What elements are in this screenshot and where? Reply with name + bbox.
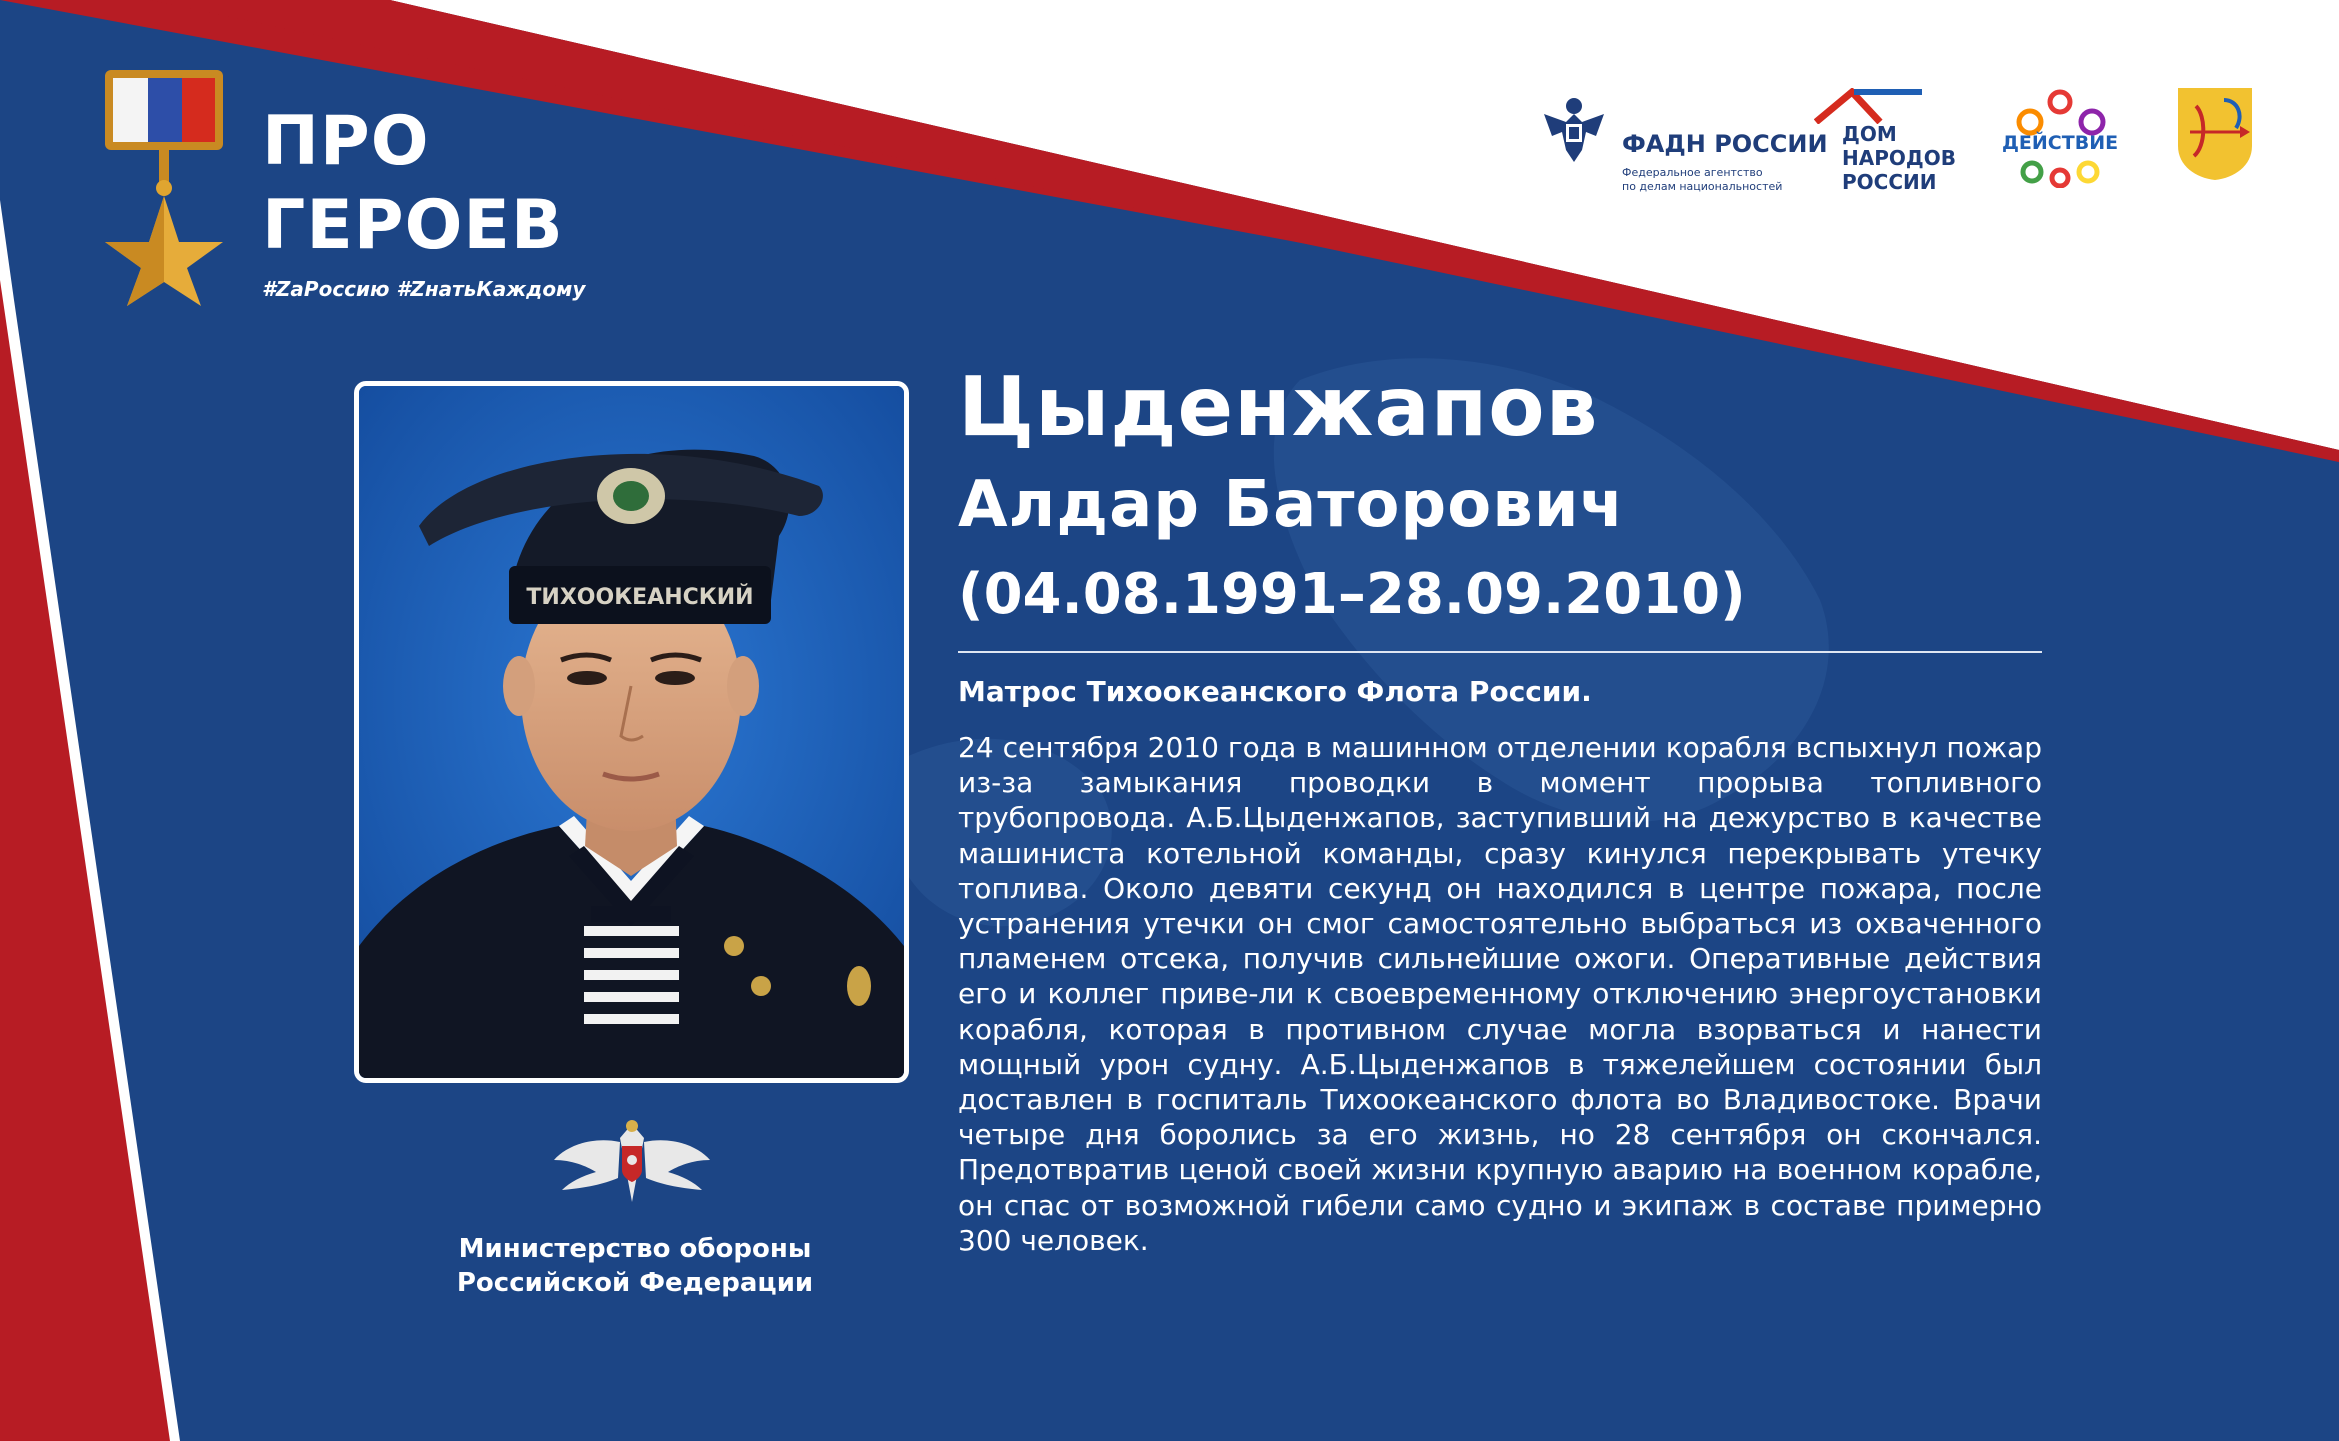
hero-name: Алдар Баторович	[958, 468, 1625, 542]
fadn-description	[1622, 166, 1792, 194]
hero-star-medal-icon	[105, 66, 223, 306]
dom-line1: ДОМ	[1842, 122, 1897, 146]
dom-line2: НАРОДОВ	[1842, 146, 1956, 170]
brand-title	[262, 100, 564, 268]
ministry-line2: Российской Федерации	[456, 1268, 814, 1298]
ministry-line1: Министерство обороны	[458, 1234, 812, 1264]
dom-narodov-roof-icon	[1814, 88, 1924, 124]
fadn-desc-line2: по делам национальностей	[1622, 180, 1783, 193]
dom-narodov-logo	[1814, 88, 1964, 194]
fadn-name: ФАДН РОССИИ	[1622, 130, 1828, 158]
ministry-label	[420, 1232, 850, 1300]
deistvie-word: ДЕЙСТВИЕ	[2002, 132, 2119, 154]
hero-dates: (04.08.1991–28.09.2010)	[958, 562, 1746, 627]
fadn-desc-line1: Федеральное агентство	[1622, 166, 1763, 179]
hero-rank: Матрос Тихоокеанского Флота России.	[958, 675, 1592, 708]
partner-logos	[1530, 80, 2260, 194]
hero-portrait	[354, 381, 909, 1083]
hero-biography: 24 сентября 2010 года в машинном отделении корабля вспыхнул пожар из-за замыкания проводки в момент прорыва топливного трубопровода. А.Б.Цыденжапов, заступивший на дежурство в качестве машиниста котельной команды, сразу кинулся перекрывать утечку топлива. Около девяти секунд он находился в центре пожара, после устранения утечки он смог самостоятельно выбраться из охваченного пламенем отсека, получив сильнейшие ожоги. Оперативные действия его и коллег приве-ли к своевременному отключению энергоустановки корабля, которая в противном случае могла взорваться и нанести мощный урон судну. А.Б.Цыденжапов в тяжелейшем состоянии был доставлен в госпиталь Тихоокеанского флота во Владивостоке. Врачи четыре дня боролись за его жизнь, но 28 сентября он скончался. Предотвратив ценой своей жизни крупную аварию на военном корабле, он спас от возможной гибели само судно и экипаж в составе примерно 300 человек.	[958, 731, 2042, 1257]
divider-line	[958, 651, 2042, 653]
ministry-emblem-icon	[552, 1116, 712, 1206]
hero-portrait-image	[359, 386, 904, 1078]
dom-line3: РОССИИ	[1842, 170, 1937, 194]
kirov-coat-of-arms-icon	[2176, 86, 2254, 182]
hashtags: #ZaРоссию #ZнатьКаждому	[262, 277, 586, 301]
fadn-emblem-icon	[1536, 92, 1612, 168]
dom-narodov-name	[1842, 122, 1956, 194]
brand-title-line1: ПРО	[262, 102, 430, 181]
hero-surname: Цыденжапов	[958, 360, 1599, 455]
deistvie-logo	[2000, 88, 2120, 188]
fadn-logo	[1530, 92, 1828, 193]
brand-title-line2: ГЕРОЕВ	[262, 186, 564, 265]
cap-ribbon-text: ТИХООКЕАНСКИЙ	[526, 585, 754, 610]
